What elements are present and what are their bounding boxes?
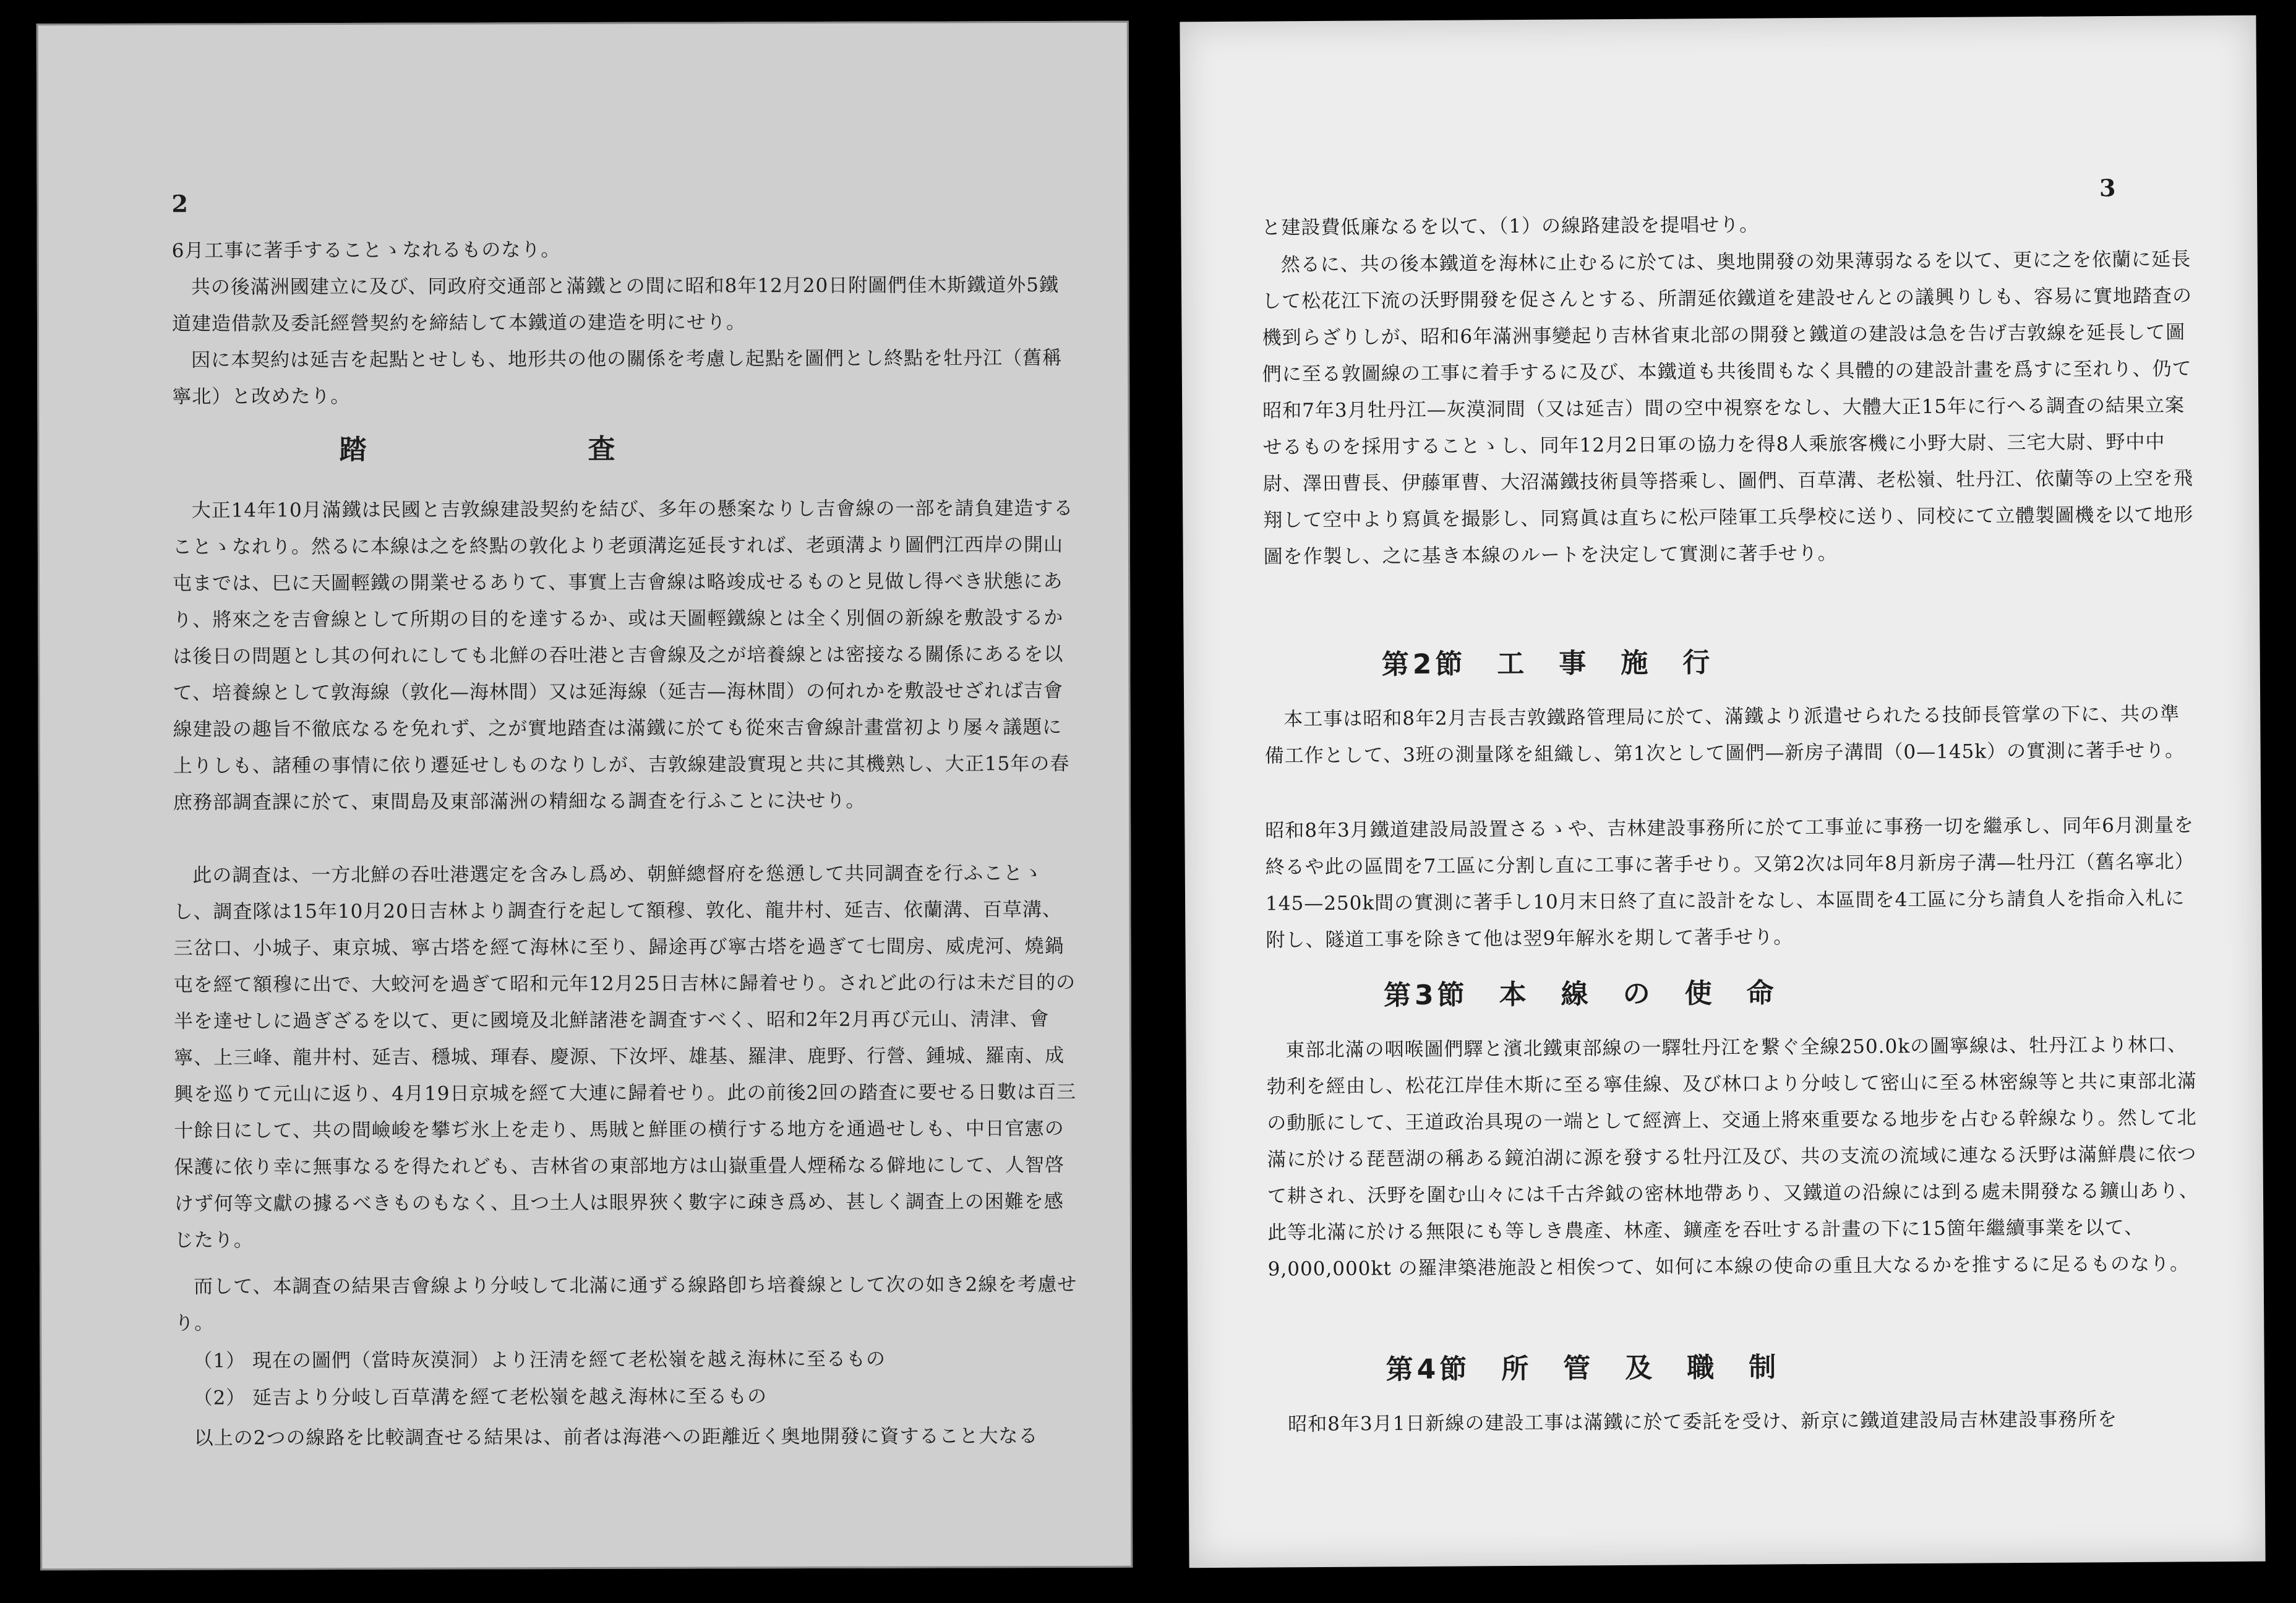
paragraph: 然るに、共の後本鐵道を海林に止むるに於ては、奥地開發の効果薄弱なるを以て、更に之を依蘭に延長して松花江下流の沃野開發を促さんとする、所謂延依鐵道を建設せんとの議興りしも、容易に實地踏査の機到らざりしが、昭和6年滿洲事變起り吉林省東北部の開發と鐵道の建設は急を告げ吉敦線を延長して圖們に至る敦圖線の工事に着手するに及び、本鐵道も共後間もなく具體的の建設計畫を爲すに至れり、仍て昭和7年3月牡丹江—灰漠洞間（又は延吉）間の空中視察をなし、大體大正15年に行へる調査の結果立案せるものを採用することゝし、同年12月2日軍の協力を得8人乘旅客機に小野大尉、三宅大尉、野中中尉、澤田曹長、伊藤軍曹、大沼滿鐵技術員等搭乘し、圖們、百草溝、老松嶺、牡丹江、依蘭等の上空を飛翔して空中より寫眞を撮影し、同寫眞は直ちに松戸陸軍工兵學校に送り、同校にて立體製圖機を以て地形圖を作製し、之に基き本線のルートを決定して實測に著手せり。 — [1262, 248, 2194, 568]
paragraph: 以上の2つの線路を比較調査せる結果は、前者は海港への距離近く奥地開發に資すること大なる — [194, 1425, 1039, 1450]
left-page — [41, 30, 1124, 1567]
section-heading: 第3節 本 線 の 使 命 — [1383, 977, 1778, 1012]
page-number: 2 — [171, 189, 188, 218]
paragraph: 共の後滿洲國建立に及び、同政府交通部と滿鐵との間に昭和8年12月20日附圖們佳木斯鐵道外5鐵道建造借款及委託經營契約を締結して本鐵道の建造を明にせり。 — [171, 273, 1059, 335]
paragraph: 6月工事に著手することゝなれるものなり。 — [171, 239, 561, 262]
list-item — [193, 1379, 767, 1416]
section-heading: 踏 査 — [339, 433, 671, 466]
page-number: 3 — [2099, 174, 2116, 202]
list-number: （2） — [193, 1387, 246, 1409]
section-heading: 第4節 所 管 及 職 制 — [1386, 1351, 1780, 1386]
list-item — [193, 1341, 886, 1380]
paragraph: 昭和8年3月鐵道建設局設置さるゝや、吉林建設事務所に於て工事並に事務一切を繼承し、同年6月測量を終るや此の區間を7工區に分割し直に工事に著手せり。又第2次は同年8月新房子溝—牡丹江（舊名寧北）145—250k間の實測に著手し10月末日終了直に設計をなし、本區間を4工區に分ち請負人を指命入札に附し、隧道工事を除きて他は翌9年解氷を期して著手せり。 — [1265, 814, 2195, 952]
list-text: 現在の圖們（當時灰漠洞）より汪淸を經て老松嶺を越え海林に至るもの — [252, 1348, 886, 1372]
paragraph: 此の調査は、一方北鮮の吞吐港選定を含みし爲め、朝鮮總督府を慫慂して共同調査を行ふことゝし、調査隊は15年10月20日吉林より調査行を起して額穆、敦化、龍井村、延吉、依蘭溝、百草溝、三岔口、小城子、東京城、寧古塔を經て海林に至り、歸途再び寧古塔を過ぎて七間房、威虎河、燒鍋屯を經て額穆に出で、大蛟河を過ぎて昭和元年12月25日吉林に歸着せり。されど此の行は未だ目的の半を達せしに過ぎざるを以て、更に國境及北鮮諸港を調査すべく、昭和2年2月再び元山、淸津、會寧、上三峰、龍井村、延吉、穩城、琿春、慶源、下汝坪、雄基、羅津、鹿野、行營、鍾城、羅南、成興を巡りて元山に返り、4月19日京城を經て大連に歸着せり。此の前後2回の踏査に要せる日數は百三十餘日にして、共の間嶮峻を攀ぢ氷上を走り、馬賊と鮮匪の横行する地方を通過せしも、中日官憲の保護に依り幸に無事なるを得たれども、吉林省の東部地方は山嶽重畳人煙稀なる僻地にして、人智啓けず何等文獻の據るべきものもなく、且つ土人は眼界狹く數字に疎き爲め、甚しく調査上の困難を感じたり。 — [173, 862, 1077, 1252]
paragraph: と建設費低廉なるを以て、（1）の線路建設を提唱せり。 — [1261, 213, 1760, 239]
paragraph: 本工事は昭和8年2月吉長吉敦鐵路管理局に於て、滿鐵より派遣せられたる技師長管掌の下に、共の準備工作として、3班の測量隊を組織し、第1次として圖們—新房子溝間（0—145k）の實測に著手せり。 — [1264, 703, 2185, 767]
paragraph: 而して、本調査の結果吉會線より分岐して北滿に通ずる線路卽ち培養線として次の如き2線を考慮せり。 — [174, 1273, 1077, 1335]
paragraph: 因に本契約は延吉を起點とせしも、地形共の他の關係を考慮し起點を圖們とし終點を牡丹江（舊稱寧北）と改めたり。 — [172, 346, 1063, 408]
paragraph: 昭和8年3月1日新線の建設工事は滿鐵に於て委託を受け、新京に鐵道建設局吉林建設事務所を — [1288, 1408, 2118, 1436]
paragraph: 東部北滿の咽喉圖們驛と濱北鐵東部線の一驛牡丹江を繋ぐ全線250.0kの圖寧線は、牡丹江より林口、勃利を經由し、松花江岸佳木斯に至る寧佳線、及び林口より分岐して密山に至る林密線等と共に東部北滿の動脈にして、王道政治具現の一端として經濟上、交通上將來重要なる地步を占むる幹線なり。然して北滿に於ける琵琶湖の稱ある鏡泊湖に源を發する牡丹江及び、共の支流の流域に連なる沃野は滿鮮農に依つて耕され、沃野を圍む山々には千古斧鉞の密林地帶あり、又鐵道の沿線には到る處未開發なる鑛山あり、此等北滿に於ける無限にも等しき農產、林產、鑛產を吞吐する計畫の下に15箇年繼續事業を以て、9,000,000kt の羅津築港施設と相俟つて、如何に本線の使命の重且大なるかを推するに足るものなり。 — [1266, 1033, 2199, 1281]
right-page — [1180, 15, 2265, 1568]
list-number: （1） — [193, 1349, 246, 1372]
paragraph: 大正14年10月滿鐵は民國と吉敦線建設契約を結び、多年の懸案なりし吉會線の一部を請負建造することゝなれり。然るに本線は之を終點の敦化より老頭溝迄延長すれば、老頭溝より圖們江西岸の開山屯までは、巳に天圖輕鐵の開業せるありて、事實上吉會線は略竣成せるものと見做し得べき狀態にあり、將來之を吉會線として所期の目的を達するか、或は天圖輕鐵線とは全く別個の新線を敷設するかは後日の問題とし其の何れにしても北鮮の吞吐港と吉會線及之が培養線とは密接なる關係にあるを以て、培養線として敦海線（敦化—海林間）又は延海線（延吉—海林間）の何れかを敷設せざれば吉會線建設の趣旨不徹底なるを免れず、之が實地踏査は滿鐵に於ても從來吉會線計畫當初より屡々議題に上りしも、諸種の事情に依り遷延せしものなりしが、吉敦線建設實現と共に其機熟し、大正15年の春庶務部調査課に於て、東間島及東部滿洲の精細なる調査を行ふことに決せり。 — [172, 497, 1074, 814]
section-heading: 第2節 工 事 施 行 — [1381, 647, 1714, 681]
list-text: 延吉より分岐し百草溝を經て老松嶺を越え海林に至るもの — [252, 1385, 768, 1409]
